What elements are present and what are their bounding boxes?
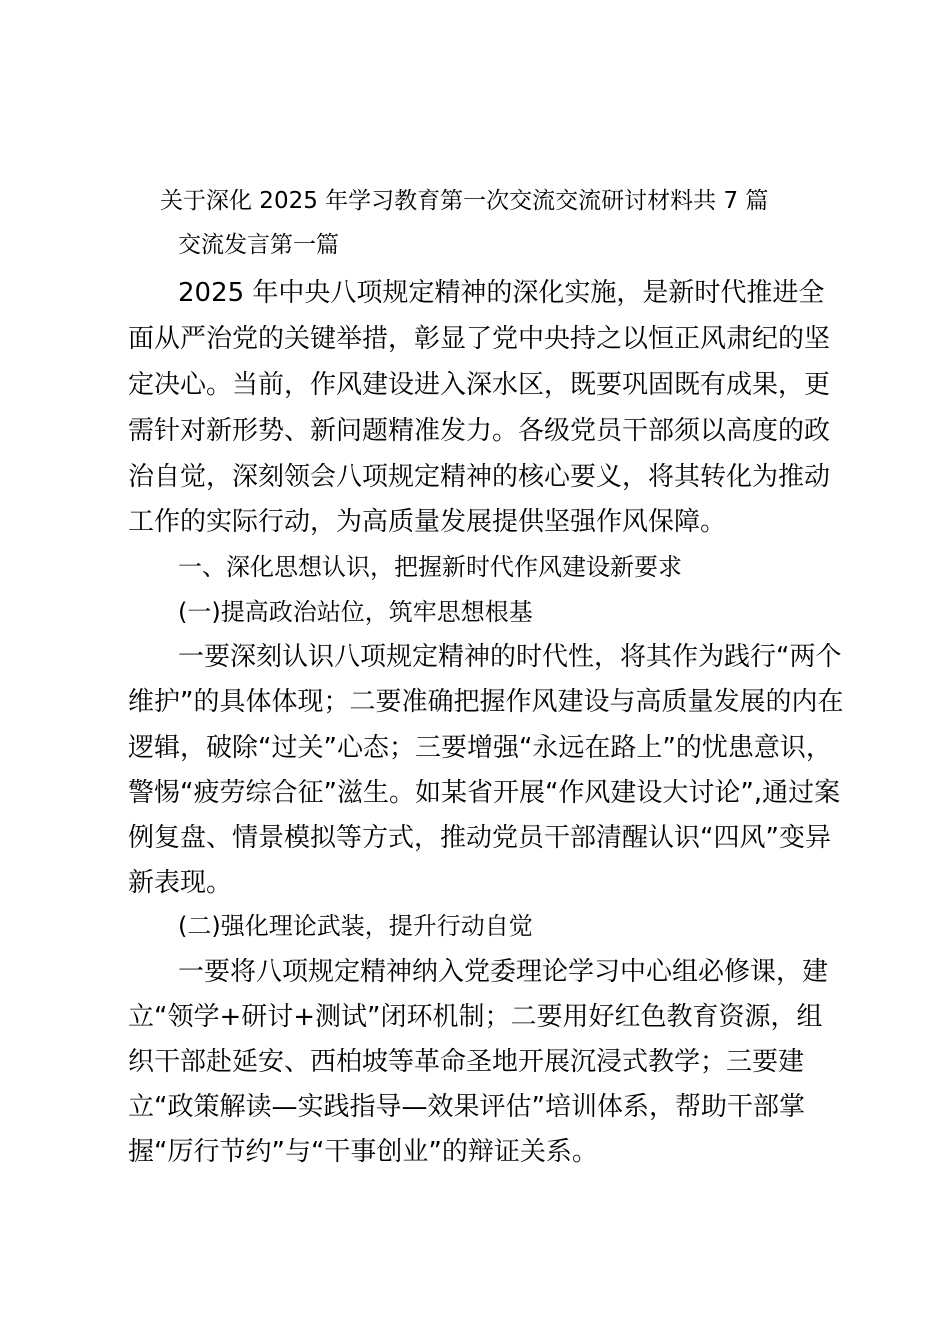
paragraph-line: 织干部赴延安、西柏坡等革命圣地开展沉浸式教学；三要建 bbox=[128, 1047, 805, 1077]
document-subtitle: 交流发言第一篇 bbox=[178, 232, 339, 258]
paragraph-line: 2025 年中央八项规定精神的深化实施，是新时代推进全 bbox=[178, 278, 825, 308]
paragraph-line: 定决心。当前，作风建设进入深水区，既要巩固既有成果，更 bbox=[128, 370, 831, 400]
paragraph-line: 新表现。 bbox=[128, 868, 233, 898]
paragraph-line: 一要将八项规定精神纳入党委理论学习中心组必修课，建 bbox=[178, 957, 829, 987]
paragraph-line: 警惕“疲劳综合征”滋生。如某省开展“作风建设大讨论”,通过案 bbox=[128, 778, 841, 808]
paragraph-line: 立“政策解读—实践指导—效果评估”培训体系，帮助干部掌 bbox=[128, 1092, 805, 1122]
paragraph-line: 工作的实际行动，为高质量发展提供坚强作风保障。 bbox=[128, 507, 727, 537]
paragraph-line: 需针对新形势、新问题精准发力。各级党员干部须以高度的政 bbox=[128, 416, 831, 446]
paragraph-line: 逻辑，破除“过关”心态；三要增强“永远在路上”的忧患意识， bbox=[128, 733, 832, 763]
paragraph-line: 握“厉行节约”与“干事创业”的辩证关系。 bbox=[128, 1137, 598, 1167]
paragraph-line: 一要深刻认识八项规定精神的时代性，将其作为践行“两个 bbox=[178, 642, 842, 672]
paragraph-line: 治自觉，深刻领会八项规定精神的核心要义，将其转化为推动 bbox=[128, 462, 831, 492]
paragraph-line: 例复盘、情景模拟等方式，推动党员干部清醒认识“四风”变异 bbox=[128, 823, 831, 853]
document-title: 关于深化 2025 年学习教育第一次交流交流研讨材料共 7 篇 bbox=[160, 188, 769, 214]
paragraph-line: 立“领学+研讨+测试”闭环机制；二要用好红色教育资源，组 bbox=[128, 1002, 823, 1032]
paragraph-line: 维护”的具体体现；二要准确把握作风建设与高质量发展的内在 bbox=[128, 687, 844, 717]
section-heading: 一、深化思想认识，把握新时代作风建设新要求 bbox=[178, 553, 682, 581]
subsection-heading: (二)强化理论武装，提升行动自觉 bbox=[178, 912, 533, 940]
paragraph-line: 面从严治党的关键举措，彰显了党中央持之以恒正风肃纪的坚 bbox=[128, 324, 831, 354]
subsection-heading: (一)提高政治站位，筑牢思想根基 bbox=[178, 598, 533, 626]
